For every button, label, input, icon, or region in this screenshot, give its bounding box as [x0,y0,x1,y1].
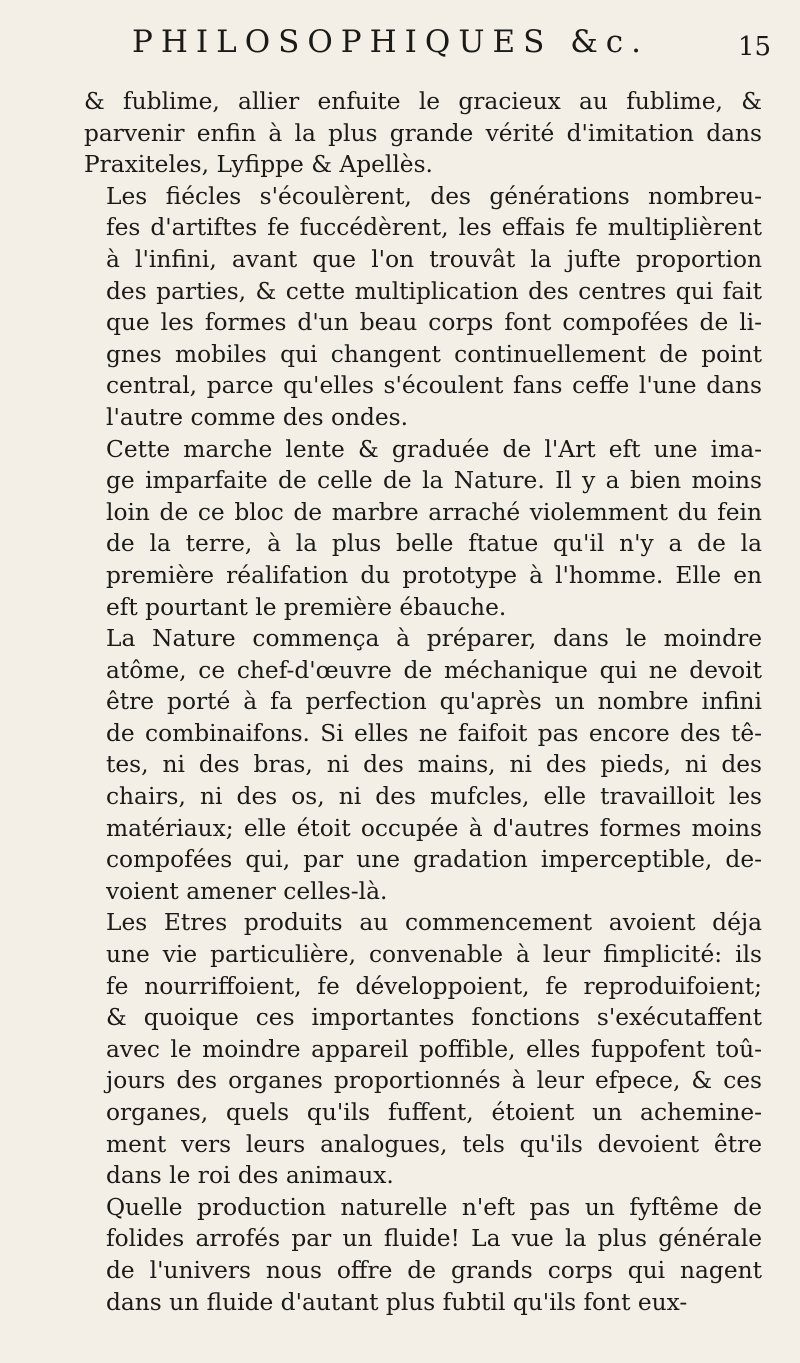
text-line: être porté à fa perfection qu'après un nombre infini [106,688,762,716]
text-line: une vie particulière, convenable à leur fimplicité: ils [106,941,762,969]
text-line: La Nature commença à préparer, dans le moindre [106,625,762,653]
text-line: folides arrofés par un fluide! La vue la plus générale [106,1225,762,1253]
text-line: dans un fluide d'autant plus fubtil qu'ils font eux- [106,1288,688,1316]
text-line: à l'infini, avant que l'on trouvât la jufte proportion [106,245,762,273]
text-line: Quelle production naturelle n'eft pas un fyftême de [106,1193,762,1221]
text-line: Les Etres produits au commencement avoient déja [106,909,762,937]
text-line: Praxiteles, Lyfippe & Apellès. [84,151,433,179]
text-line: Cette marche lente & graduée de l'Art eft une ima- [106,435,762,463]
paragraph [84,623,762,907]
text-line: loin de ce bloc de marbre arraché violemment du fein [106,498,762,526]
text-line: fes d'artiftes fe fuccédèrent, les effais fe multiplièrent [106,214,762,242]
paragraph [84,434,762,624]
text-line: jours des organes proportionnés à leur efpece, & ces [106,1067,762,1095]
text-line: Les fiécles s'écoulèrent, des générations nombreu- [106,182,762,210]
text-line: central, parce qu'elles s'écoulent fans ceffe l'une dans [106,372,762,400]
paragraph [84,1192,762,1318]
text-line: ge imparfaite de celle de la Nature. Il y a bien moins [106,467,762,495]
text-line: de la terre, à la plus belle ftatue qu'il n'y a de la [106,530,762,558]
text-line: que les formes d'un beau corps font compofées de li- [106,309,762,337]
text-line: tes, ni des bras, ni des mains, ni des pieds, ni des [106,751,762,779]
text-line: organes, quels qu'ils fuffent, étoient un achemine- [106,1099,762,1126]
text-line: parvenir enfin à la plus grande vérité d'imitation dans [84,119,762,147]
text-line: compofées qui, par une gradation imperceptible, de- [106,846,762,874]
text-line: eft pourtant le première ébauche. [106,593,507,621]
running-head: PHILOSOPHIQUES &c. [132,24,649,60]
text-line: première réalifation du prototype à l'homme. Elle en [106,561,762,589]
text-line: dans le roi des animaux. [106,1162,394,1190]
text-line: matériaux; elle étoit occupée à d'autres formes moins [106,814,762,842]
text-line: de l'univers nous offre de grands corps qui nagent [106,1256,762,1284]
text-line: & fublime, allier enfuite le gracieux au fublime, & [84,88,762,115]
paragraph [84,86,762,181]
paragraph [84,907,762,1191]
text-line: de combinaifons. Si elles ne faifoit pas encore des tê- [106,719,762,747]
text-line: & quoique ces importantes fonctions s'exécutaffent [106,1004,762,1032]
page-number: 15 [738,32,772,62]
text-line: chairs, ni des os, ni des mufcles, elle travailloit les [106,783,762,811]
text-line: voient amener celles-là. [106,877,388,905]
text-line: atôme, ce chef-d'œuvre de méchanique qui ne devoit [106,656,762,684]
text-line: avec le moindre appareil poffible, elles fuppofent toû- [106,1035,762,1063]
text-line: des parties, & cette multiplication des centres qui fait [106,277,762,305]
text-line: ment vers leurs analogues, tels qu'ils devoient être [106,1130,762,1158]
body-text [84,86,762,1318]
text-line: fe nourriffoient, fe développoient, fe reproduifoient; [106,972,762,1000]
paragraph [84,181,762,434]
text-line: gnes mobiles qui changent continuellement de point [106,340,762,368]
page-header [0,14,800,64]
text-line: l'autre comme des ondes. [106,403,409,431]
